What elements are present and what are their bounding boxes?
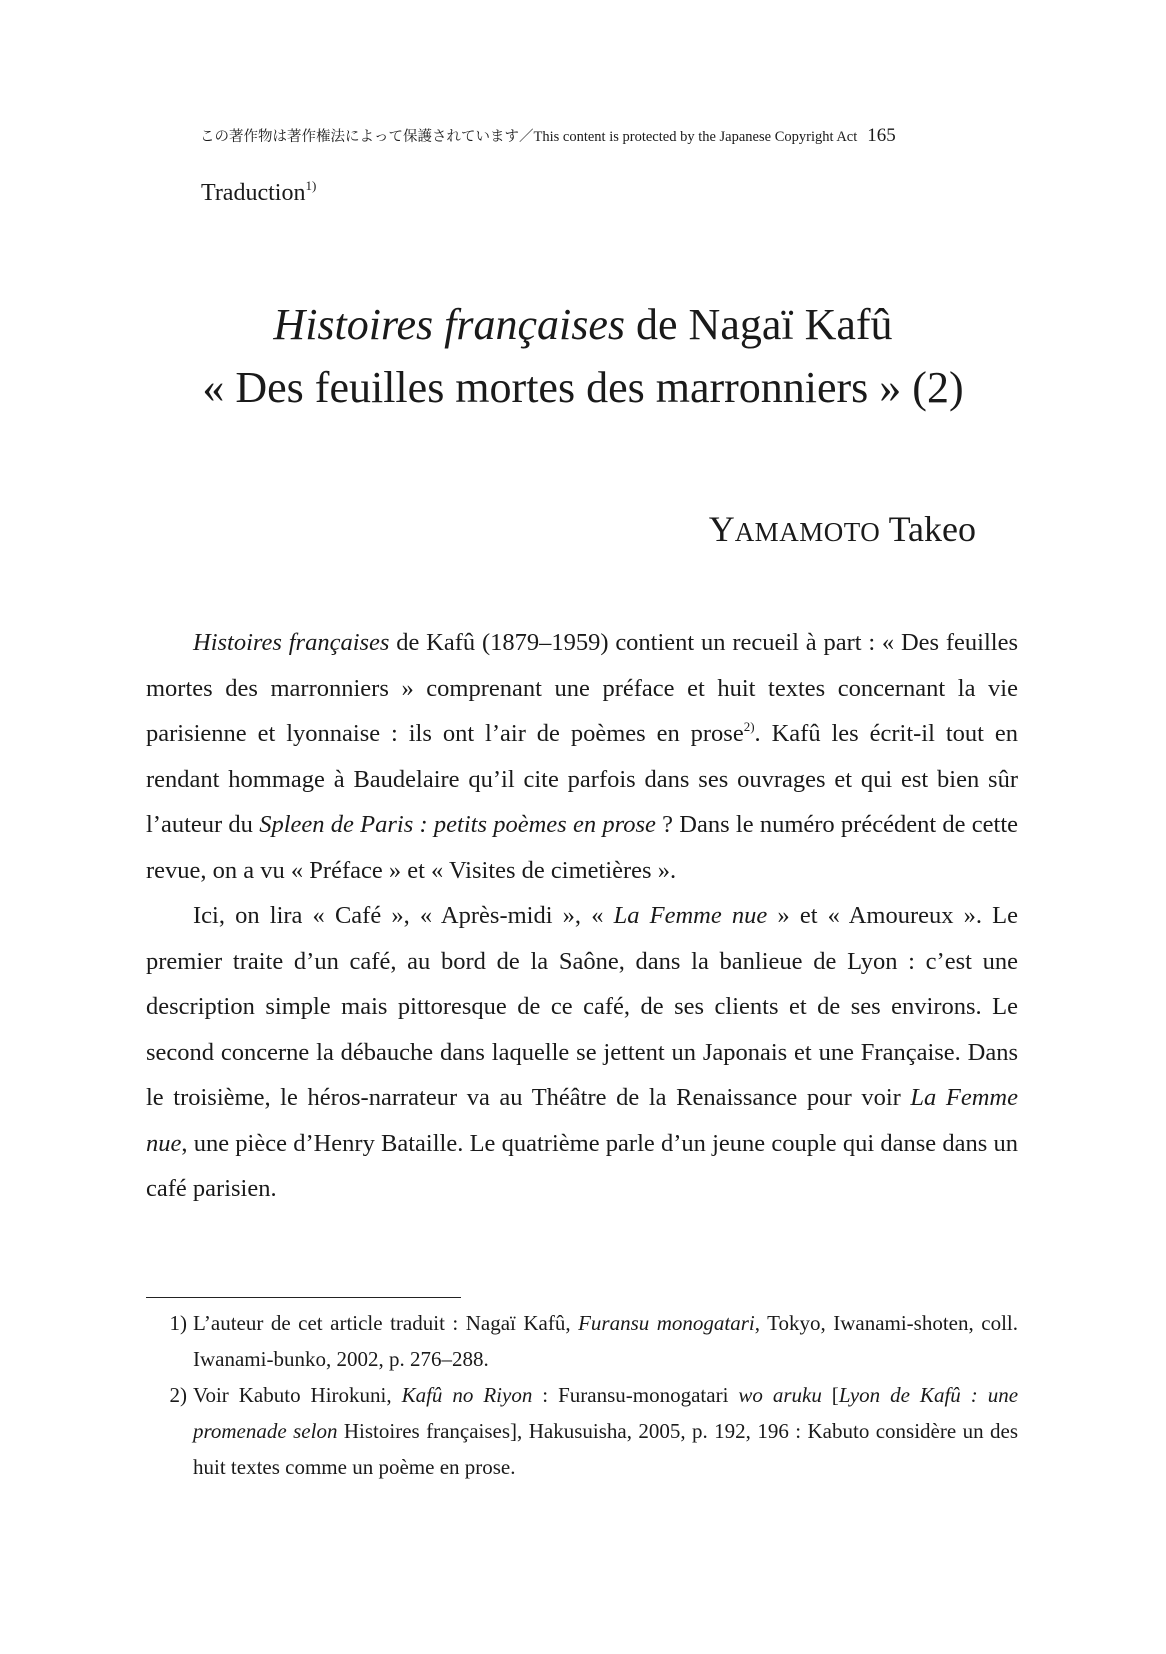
fn2-text-c: [ bbox=[821, 1383, 839, 1407]
paragraph-1 bbox=[146, 620, 1018, 893]
running-head bbox=[200, 125, 1000, 147]
footnote-ref-2[interactable]: 2) bbox=[743, 719, 755, 734]
footnote-2 bbox=[146, 1377, 1018, 1485]
fn1-italic: Furansu monogatari bbox=[578, 1311, 755, 1335]
body-text bbox=[146, 620, 1018, 1212]
footnote-divider bbox=[146, 1297, 461, 1298]
article-title-line-1 bbox=[100, 295, 1066, 355]
fn2-italic-c: Lyon de Kafû : une promenade selon bbox=[193, 1383, 1019, 1443]
footnotes bbox=[146, 1305, 1018, 1485]
footnote-2-number: 2) bbox=[169, 1383, 187, 1407]
footnote-ref-1[interactable]: 1) bbox=[305, 178, 317, 193]
p2-text-b: » et « Amoureux ». Le premier traite d’un café, au bord de la Saône, dans la banlieue de Lyon : c’est une description simple mais pittoresque de ce café, de ses clients et de ses environs. Le second concerne la débauche dans laquelle se jettent un Japonais et une Française. Dans le troisième, le héros-narrateur va au Théâtre de la Renaissance pour voir bbox=[146, 902, 1018, 1111]
copyright-notice: この著作物は著作権法によって保護されています／This content is protected by the Japanese Copyright Act bbox=[200, 129, 858, 145]
author-surname-small-caps: AMAMOTO bbox=[734, 517, 881, 547]
footnote-2-text bbox=[193, 1377, 1018, 1485]
fn2-text-d: Histoires françaises], Hakusuisha, 2005, p. 192, 196 : Kabuto considère un des huit textes comme un poème en prose. bbox=[193, 1419, 1019, 1479]
fn1-text-b: , Tokyo, Iwanami-shoten, coll. Iwanami-bunko, 2002, p. 276–288. bbox=[193, 1311, 1018, 1371]
section-label-text: Traduction bbox=[201, 180, 306, 206]
p1-italic-spleen: Spleen de Paris : petits poèmes en prose bbox=[259, 811, 656, 838]
page-number: 165 bbox=[867, 125, 896, 146]
p1-text-c: ? Dans le numéro précédent de cette revue, on a vu « Préface » et « Visites de cimetières ». bbox=[146, 811, 1018, 884]
author-name bbox=[709, 508, 976, 550]
footnote-1-text bbox=[193, 1305, 1018, 1377]
p1-italic-title: Histoires françaises bbox=[193, 629, 390, 656]
footnote-1-number: 1) bbox=[169, 1311, 187, 1335]
author-initial: Y bbox=[708, 509, 735, 549]
fn2-text-b: : Furansu-monogatari bbox=[532, 1383, 739, 1407]
footnote-1 bbox=[146, 1305, 1018, 1377]
p1-text-a: de Kafû (1879–1959) contient un recueil à part : « Des feuilles mortes des marronniers » comprenant une préface et huit textes concernant la vie parisienne et lyonnaise : ils ont l’air de poèmes en prose bbox=[146, 629, 1018, 747]
fn1-text-a: L’auteur de cet article traduit : Nagaï Kafû, bbox=[193, 1311, 579, 1335]
fn2-italic-a: Kafû no Riyon bbox=[401, 1383, 533, 1407]
section-label bbox=[201, 178, 316, 207]
article-title-line-2: « Des feuilles mortes des marronniers » (2) bbox=[202, 363, 964, 412]
title-italic: Histoires françaises bbox=[273, 300, 626, 349]
p1-text-b: . Kafû les écrit-il tout en rendant hommage à Baudelaire qu’il cite parfois dans ses ouvrages et qui est bien sûr l’auteur du bbox=[146, 720, 1018, 838]
p2-italic-femme-nue-1: La Femme nue bbox=[613, 902, 768, 929]
paragraph-2 bbox=[146, 893, 1018, 1212]
p2-text-c: , une pièce d’Henry Bataille. Le quatrième parle d’un jeune couple qui danse dans un café parisien. bbox=[146, 1129, 1018, 1202]
fn2-italic-b: wo aruku bbox=[738, 1383, 822, 1407]
p2-italic-femme-nue-2: La Femme nue bbox=[146, 1084, 1019, 1157]
fn2-text-a: Voir Kabuto Hirokuni, bbox=[193, 1383, 402, 1407]
p2-text-a: Ici, on lira « Café », « Après-midi », « bbox=[193, 902, 614, 929]
author-given-name: Takeo bbox=[888, 509, 976, 549]
title-rest: de Nagaï Kafû bbox=[625, 300, 893, 349]
